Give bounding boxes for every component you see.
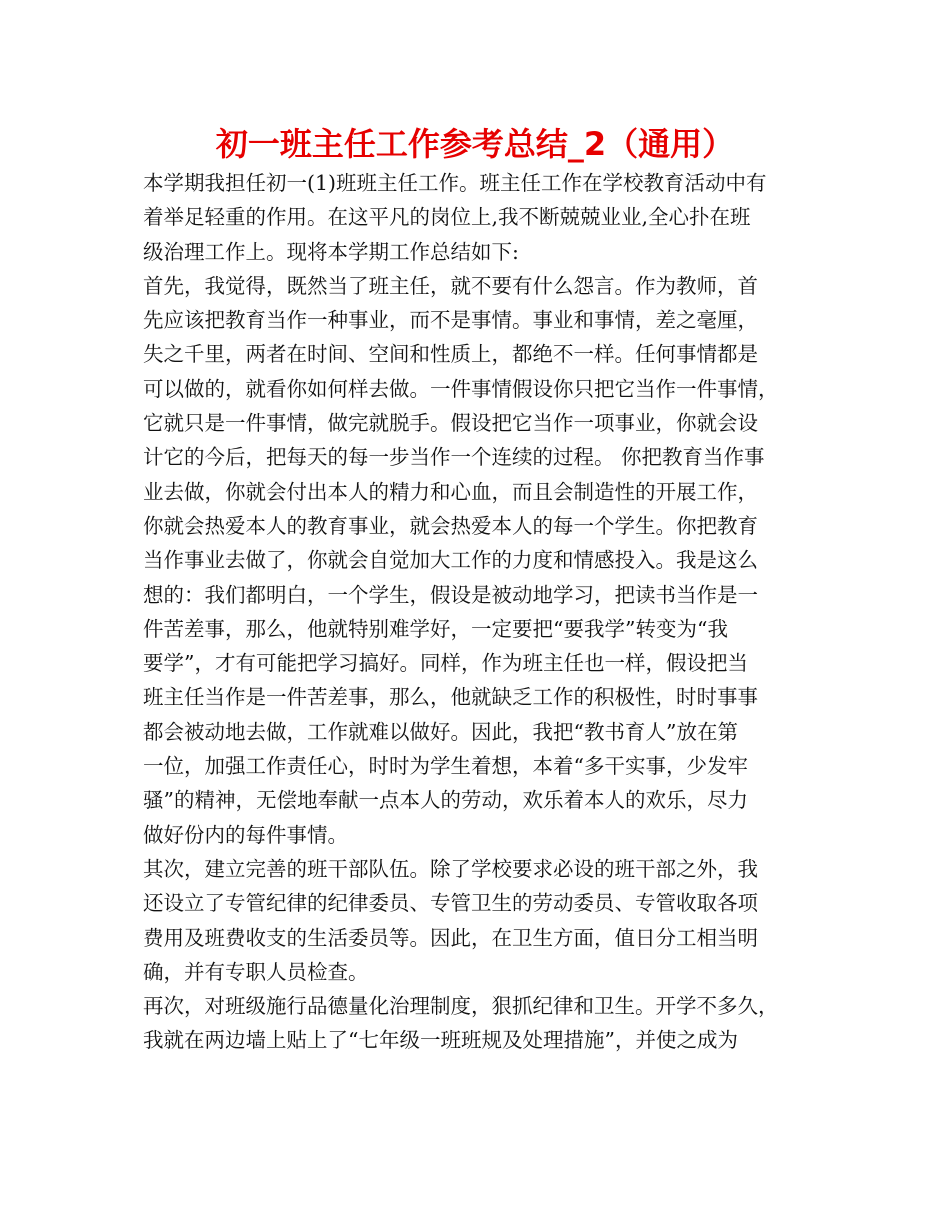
text-line: 想的：我们都明白，一个学生，假设是被动地学习，把读书当作是一 (143, 582, 758, 607)
text-line: 都会被动地去做，工作就难以做好。因此，我把“教书育人”放在第 (143, 719, 738, 744)
text-line: 它就只是一件事情，做完就脱手。假设把它当作一项事业，你就会设 (143, 411, 758, 436)
text-line: 做好份内的每件事情。 (143, 822, 348, 847)
text-line: 着举足轻重的作用。在这平凡的岗位上,我不断兢兢业业,全心扑在班 (143, 205, 751, 230)
text-line: 班主任当作是一件苦差事，那么，他就缺乏工作的积极性，时时事事 (143, 685, 758, 710)
text-line: 我就在两边墙上贴上了“七年级一班班规及处理措施”，并使之成为 (143, 1028, 738, 1053)
text-line: 要学”，才有可能把学习搞好。同样，作为班主任也一样，假设把当 (143, 651, 748, 676)
text-line: 其次，建立完善的班干部队伍。除了学校要求必设的班干部之外，我 (143, 856, 758, 881)
text-line: 首先，我觉得，既然当了班主任，就不要有什么怨言。作为教师，首 (143, 273, 758, 298)
text-line: 一位，加强工作责任心，时时为学生着想，本着“多干实事，少发牢 (143, 754, 748, 779)
text-line: 计它的今后，把每天的每一步当作一个连续的过程。 你把教育当作事 (143, 445, 765, 470)
text-line: 本学期我担任初一(1)班班主任工作。班主任工作在学校教育活动中有 (143, 171, 767, 195)
text-line: 你就会热爱本人的教育事业，就会热爱本人的每一个学生。你把教育 (143, 513, 758, 538)
text-line: 确，并有专职人员检查。 (143, 959, 369, 984)
text-line: 当作事业去做了，你就会自觉加大工作的力度和情感投入。我是这么 (143, 548, 758, 573)
document-title: 初一班主任工作参考总结_2（通用） (215, 125, 735, 163)
text-line: 费用及班费收支的生活委员等。因此，在卫生方面，值日分工相当明 (143, 925, 758, 950)
document-body (143, 166, 828, 1058)
text-line: 还设立了专管纪律的纪律委员、专管卫生的劳动委员、专管收取各项 (143, 891, 758, 916)
text-line: 再次，对班级施行品德量化治理制度，狠抓纪律和卫生。开学不多久， (143, 994, 779, 1019)
text-line: 级治理工作上。现将本学期工作总结如下: (143, 239, 519, 264)
text-line: 骚”的精神，无偿地奉献一点本人的劳动，欢乐着本人的欢乐，尽力 (143, 788, 748, 813)
text-line: 失之千里，两者在时间、空间和性质上，都绝不一样。任何事情都是 (143, 342, 758, 367)
text-line: 业去做，你就会付出本人的精力和心血，而且会制造性的开展工作， (143, 479, 758, 504)
text-line: 先应该把教育当作一种事业，而不是事情。事业和事情，差之毫厘， (143, 308, 758, 333)
text-line: 可以做的，就看你如何样去做。一件事情假设你只把它当作一件事情， (143, 376, 779, 401)
text-line: 件苦差事，那么，他就特别难学好，一定要把“要我学”转变为“我 (143, 616, 728, 641)
